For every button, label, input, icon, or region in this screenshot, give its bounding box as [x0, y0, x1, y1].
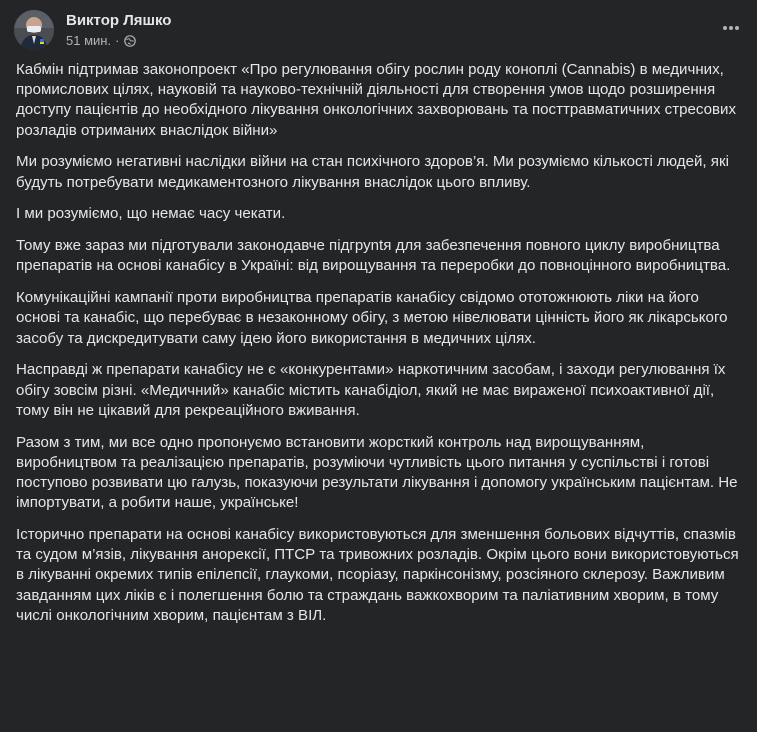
post-paragraph: Комунікаційні кампанії проти виробництва препаратів канабісу свідомо ототожнюють ліки на його основі та канабіс, що перебуває в незаконному обігу, з метою нівелювати цінність його як лікарського засобу та дискредитувати саму ідею його використання в медичних цілях.	[16, 289, 728, 347]
avatar[interactable]	[14, 10, 54, 50]
globe-icon[interactable]	[124, 35, 136, 47]
post-meta	[66, 33, 136, 48]
meta-separator: ·	[115, 33, 120, 48]
post-paragraph: Кабмін підтримав законопроект «Про регулювання обігу рослин роду коноплі (Cannabis) в медичних, промислових цілях, науковій та науково-технічній діяльності для створення умов щодо розширення доступу пацієнтів до необхідного лікування онкологічних захворювань та посттравматичних стресових розладів отриманих внаслідок війни»	[16, 61, 737, 139]
post-paragraph: Історично препарати на основі канабісу використовуються для зменшення больових відчуттів, спазмів та судом м’язів, лікування анорексії, ПТСР та тривожних розладів. Окрім цього вони використовуються в лікуванні окремих типів епілепсії, глаукоми, псоріазу, паркінсонізму, розсіяного склерозу. Важливим завданням цих ліків є і полегшення болю та страждань важкохворим та паліативним хворим, в тому числі онкологічним хворим, пацієнтам з ВІЛ.	[16, 526, 739, 624]
post-paragraph: І ми розуміємо, що немає часу чекати.	[16, 205, 286, 223]
post-paragraph: Тому вже зараз ми підготували законодавче підгруntя для забезпечення повного циклу виробництва препаратів на основі канабісу в Україні: від вирощування та переробки до повноцінного виробництва.	[16, 237, 731, 275]
post-paragraph: Насправді ж препарати канабісу не є «конкурентами» наркотичним засобам, і заходи регулювання їх обігу зовсім різні. «Медичний» канабіс містить канабідіол, який не має вираженої психоактивної дії, тому він не цікавий для рекреаційного вживання.	[16, 361, 726, 419]
post-header	[14, 10, 743, 56]
post-text	[16, 60, 744, 638]
avatar-image	[14, 10, 54, 50]
author-name[interactable]: Виктор Ляшко	[66, 12, 172, 29]
post-paragraph: Ми розуміємо негативні наслідки війни на стан психічного здоров’я. Ми розуміємо кількості людей, які будуть потребувати медикаментозного лікування внаслідок цього впливу.	[16, 153, 729, 191]
more-options-button[interactable]	[715, 12, 747, 44]
more-options-icon	[721, 18, 741, 38]
post-paragraph: Разом з тим, ми все одно пропонуємо встановити жорсткий контроль над вирощуванням, виробництвом та реалізацією препаратів, розуміючи чутливість цього питання у суспільстві і готові поступово розвивати цю галузь, показуючи результати лікування і допомогу українським пацієнтам. Не імпортувати, а робити наше, українське!	[16, 433, 738, 512]
post-time[interactable]: 51 мин.	[66, 33, 112, 48]
